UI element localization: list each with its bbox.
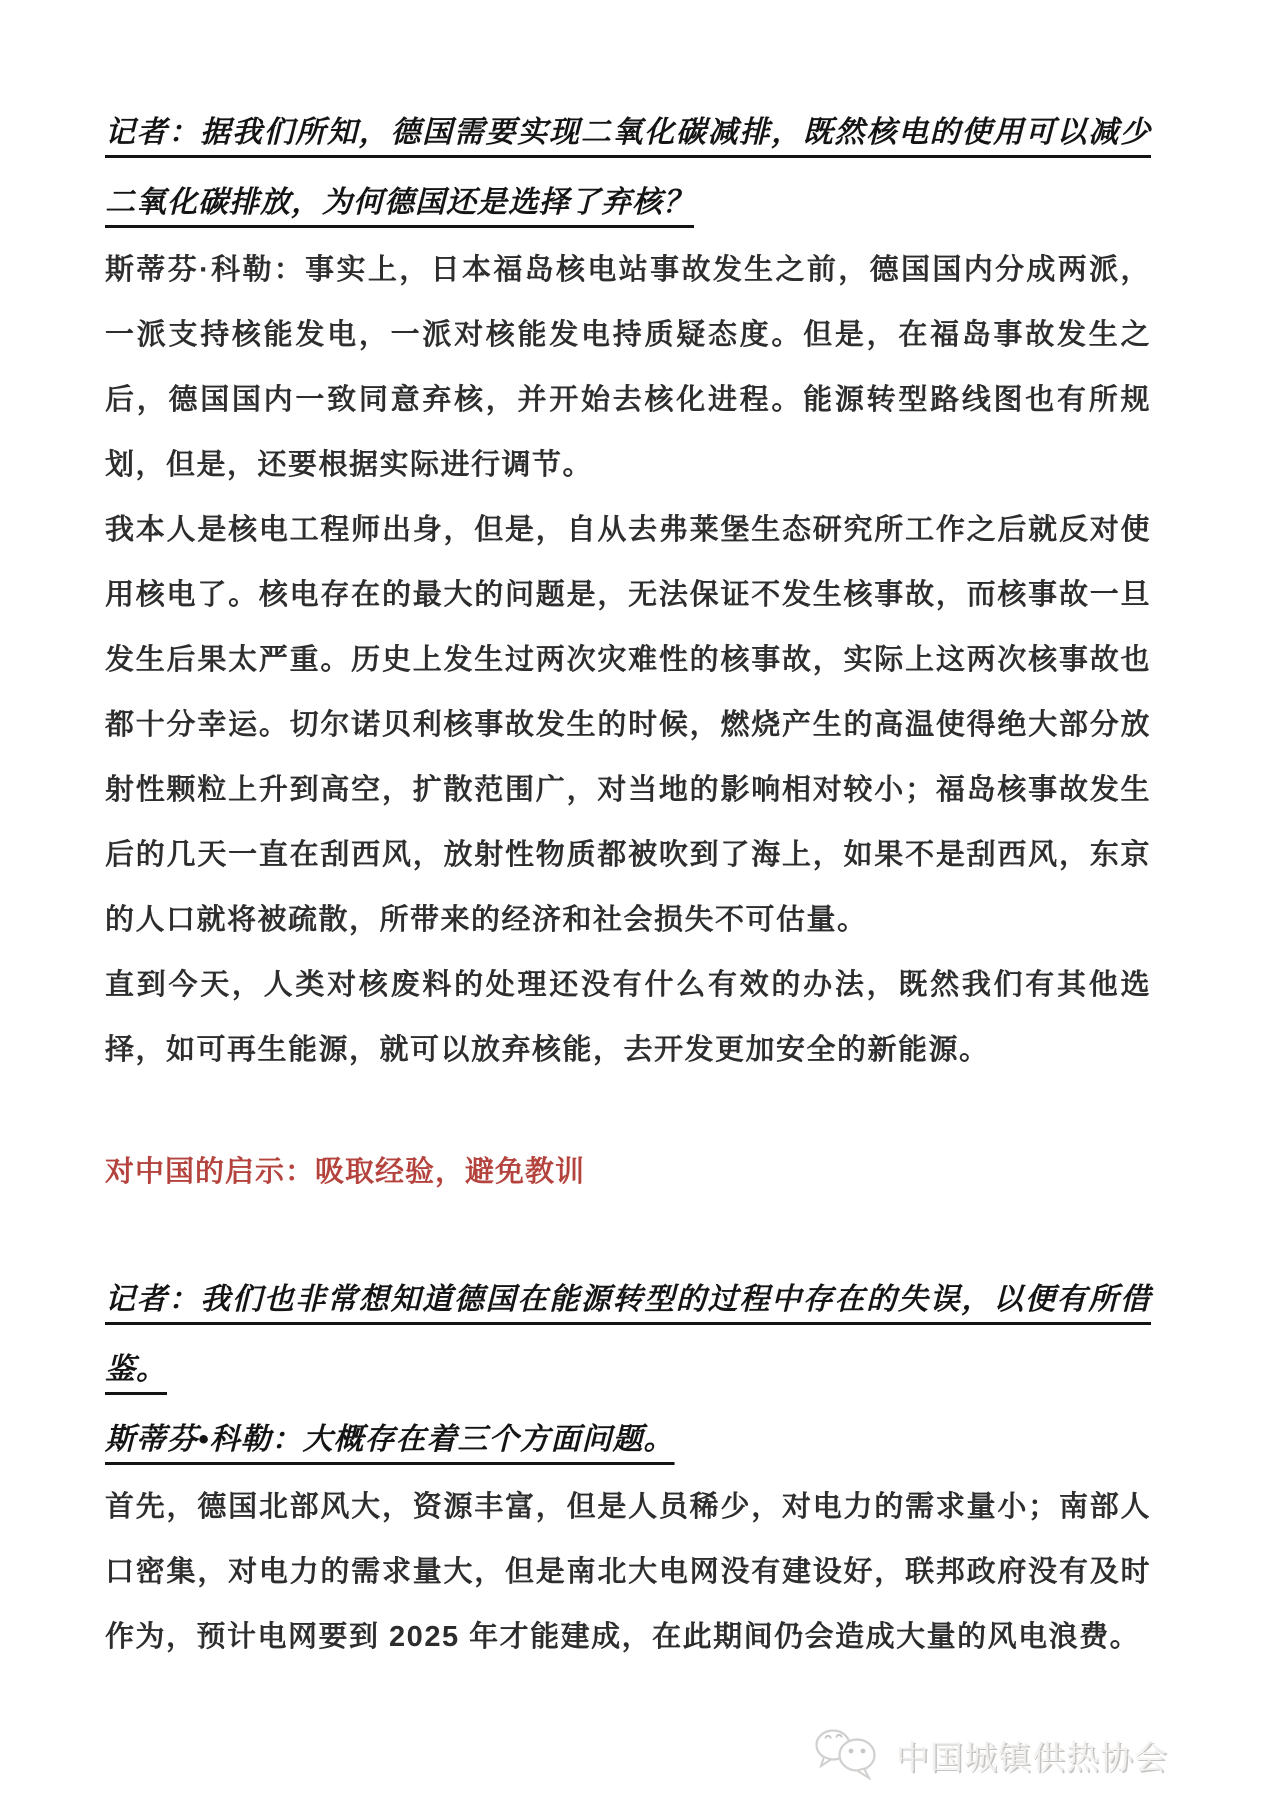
article-content	[105, 98, 1151, 1670]
answer-1-paragraph-3: 直到今天，人类对核废料的处理还没有什么有效的办法，既然我们有其他选择，如可再生能源，就可以放弃核能，去开发更加安全的新能源。	[105, 969, 1151, 1066]
answer-1-paragraph-2: 我本人是核电工程师出身，但是，自从去弗莱堡生态研究所工作之后就反对使用核电了。核电存在的最大的问题是，无法保证不发生核事故，而核事故一旦发生后果太严重。历史上发生过两次灾难性的核事故，实际上这两次核事故也都十分幸运。切尔诺贝利核事故发生的时候，燃烧产生的高温使得绝大部分放射性颗粒上升到高空，扩散范围广，对当地的影响相对较小；福岛核事故发生后的几天一直在刮西风，放射性物质都被吹到了海上，如果不是刮西风，东京的人口就将被疏散，所带来的经济和社会损失不可估量。	[105, 514, 1151, 936]
publisher-watermark	[812, 1726, 1168, 1785]
publisher-name: 中国城镇供热协会	[896, 1739, 1168, 1776]
interview-question-2-line-2: 斯蒂芬•科勒：大概存在着三个方面问题。	[105, 1423, 675, 1456]
wechat-icon	[812, 1726, 884, 1785]
interview-question-1: 记者：据我们所知，德国需要实现二氧化碳减排，既然核电的使用可以减少二氧化碳排放，为何德国还是选择了弃核？	[105, 116, 1151, 219]
interview-question-2	[105, 1265, 1151, 1475]
answer-2-paragraph-1: 首先，德国北部风大，资源丰富，但是人员稀少，对电力的需求量小；南部人口密集，对电力的需求量大，但是南北大电网没有建设好，联邦政府没有及时作为，预计电网要到 2025 年才能建成，在此期间仍会造成大量的风电浪费。	[105, 1491, 1151, 1653]
section-heading: 对中国的启示：吸取经验，避免教训	[105, 1156, 586, 1188]
answer-1-paragraph-1: 斯蒂芬·科勒：事实上，日本福岛核电站事故发生之前，德国国内分成两派，一派支持核能发电，一派对核能发电持质疑态度。但是，在福岛事故发生之后，德国国内一致同意弃核，并开始去核化进程。能源转型路线图也有所规划，但是，还要根据实际进行调节。	[105, 254, 1151, 481]
interview-question-2-line-1: 记者：我们也非常想知道德国在能源转型的过程中存在的失误，以便有所借鉴。	[105, 1283, 1151, 1386]
